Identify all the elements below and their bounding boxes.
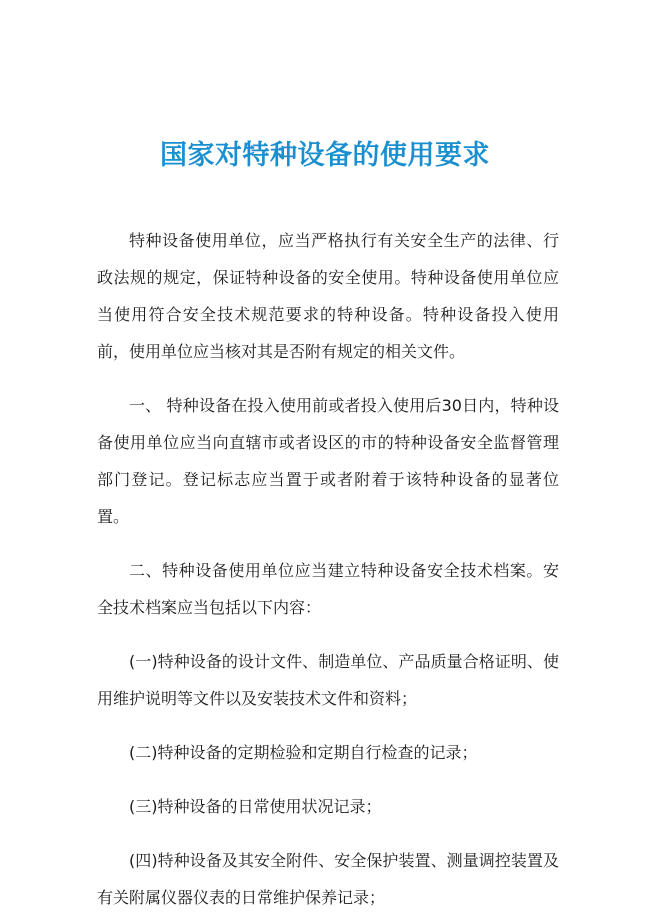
document-title: 国家对特种设备的使用要求 bbox=[160, 140, 490, 171]
paragraph-intro: 特种设备使用单位，应当严格执行有关安全生产的法律、行政法规的规定，保证特种设备的安全使用。特种设备使用单位应当使用符合安全技术规范要求的特种设备。特种设备投入使用前，使用单位应当核对其是否附有规定的相关文件。 bbox=[97, 231, 559, 361]
paragraph-item-2: 二、特种设备使用单位应当建立特种设备安全技术档案。安全技术档案应当包括以下内容： bbox=[97, 561, 559, 617]
paragraph-subitem-4: (四)特种设备及其安全附件、安全保护装置、测量调控装置及有关附属仪器仪表的日常维护保养记录； bbox=[97, 851, 559, 907]
paragraph-item-1: 一、 特种设备在投入使用前或者投入使用后30日内，特种设备使用单位应当向直辖市或者设区的市的特种设备安全监督管理部门登记。登记标志应当置于或者附着于该特种设备的显著位置。 bbox=[97, 396, 559, 526]
paragraph-subitem-2: (二)特种设备的定期检验和定期自行检查的记录； bbox=[129, 743, 478, 762]
document-body bbox=[97, 222, 559, 916]
paragraph-subitem-3: (三)特种设备的日常使用状况记录； bbox=[129, 797, 382, 816]
paragraph-subitem-1: (一)特种设备的设计文件、制造单位、产品质量合格证明、使用维护说明等文件以及安装技术文件和资料； bbox=[97, 652, 559, 708]
